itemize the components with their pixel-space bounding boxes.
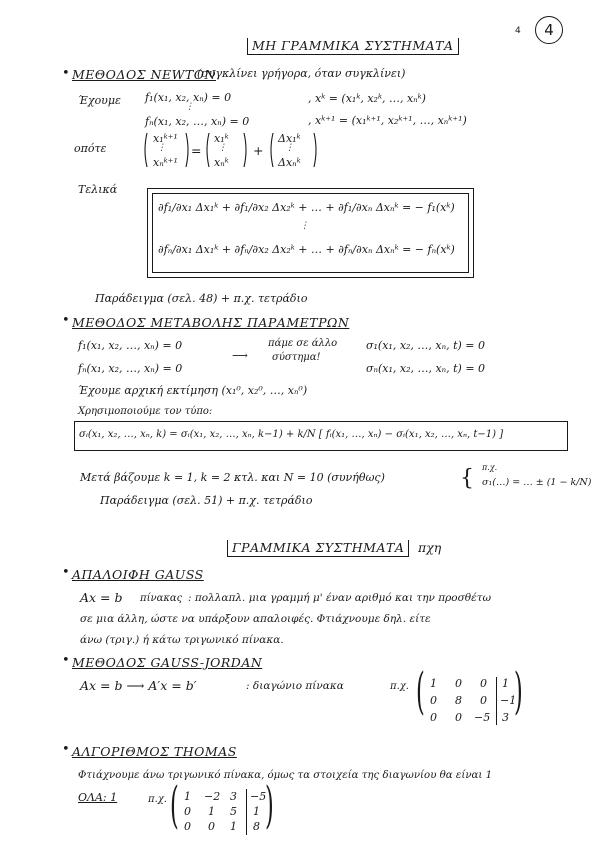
- thomas-ola: ΟΛΑ: 1: [78, 791, 118, 804]
- gj-m-0-1: 0: [455, 677, 462, 690]
- parameter-note1: πάμε σε άλλο: [268, 338, 338, 349]
- parameter-s1: σ₁(x₁, x₂, …, xₙ, t) = 0: [366, 339, 485, 352]
- vec-lhs-paren-right: [186, 133, 188, 167]
- side-formula: σ₁(…) = … ± (1 − k/N): [482, 477, 592, 488]
- vec-lhs-dots: ⋮: [157, 143, 166, 153]
- vec-rhs-paren-right: [314, 133, 316, 167]
- gj-m-0-2: 0: [480, 677, 487, 690]
- gj-m-2-0: 0: [430, 711, 437, 724]
- vec-lhs-bot: xₙᵏ⁺¹: [153, 156, 178, 169]
- gauss-jordan-px: π.χ.: [390, 681, 409, 692]
- gauss-axb: Ax = b: [80, 590, 123, 605]
- gj-matrix-left-paren: (: [416, 662, 425, 720]
- vec-mid-top: x₁ᵏ: [214, 132, 229, 145]
- vec-rhs-dots: ⋮: [285, 143, 294, 153]
- newton-xk1: , xᵏ⁺¹ = (x₁ᵏ⁺¹, x₂ᵏ⁺¹, …, xₙᵏ⁺¹): [308, 114, 467, 127]
- th-m-2-0: 0: [184, 820, 191, 833]
- vec-plus: +: [253, 143, 264, 158]
- vec-mid-paren-left: [207, 133, 209, 167]
- newton-eqn: fₙ(x₁, x₂, …, xₙ) = 0: [145, 115, 250, 128]
- gauss-text1: : πολλαπλ. μια γραμμή μ' έναν αριθμό και την προσθέτω: [188, 592, 492, 604]
- vec-rhs-paren-left: [271, 133, 273, 167]
- parameter-formula-label: Χρησιμοποιούμε τον τύπο:: [78, 406, 213, 417]
- parameter-formula: σᵢ(x₁, x₂, …, xₙ, k) = σᵢ(x₁, x₂, …, xₙ, k−1) + k/N [ fᵢ(x₁, …, xₙ) − σᵢ(x₁, x₂, …, xₙ, t−1) ]: [79, 429, 504, 440]
- newton-box-line2: ∂fₙ/∂x₁ Δx₁ᵏ + ∂fₙ/∂x₂ Δx₂ᵏ + … + ∂fₙ/∂xₙ Δxₙᵏ = − fₙ(xᵏ): [158, 243, 455, 256]
- gj-m-1-0: 0: [430, 694, 437, 707]
- thomas-matrix-left-paren: (: [170, 776, 179, 834]
- gauss-jordan-eq: Ax = b ⟶ A′x = b′: [80, 678, 197, 693]
- gj-m-2-1: 0: [455, 711, 462, 724]
- gj-rhs-0: 1: [502, 677, 509, 690]
- section-title-linear: ΓΡΑΜΜΙΚΑ ΣΥΣΤΗΜΑΤΑ: [227, 540, 409, 557]
- vec-equals: =: [191, 143, 202, 158]
- bullet-icon: •: [62, 742, 70, 757]
- newton-xk: , xᵏ = (x₁ᵏ, x₂ᵏ, …, xₙᵏ): [308, 92, 426, 105]
- newton-heading: ΜΕΘΟΔΟΣ NEWTON: [72, 67, 216, 82]
- gj-m-0-0: 1: [430, 677, 437, 690]
- section-title-nonlinear: ΜΗ ΓΡΑΜΜΙΚΑ ΣΥΣΤΗΜΑΤΑ: [247, 38, 459, 55]
- th-m-0-1: −2: [204, 790, 221, 803]
- newton-note: (συγκλίνει γρήγορα, όταν συγκλίνει): [197, 67, 406, 80]
- page-number: 4: [515, 26, 521, 36]
- gauss-pinakas: πίνακας: [140, 593, 183, 604]
- th-m-2-2: 1: [230, 820, 237, 833]
- parameter-eqn: fₙ(x₁, x₂, …, xₙ) = 0: [78, 362, 183, 375]
- thomas-text: Φτιάχνουμε άνω τριγωνικό πίνακα, όμως τα στοιχεία της διαγωνίου θα είναι 1: [78, 770, 493, 781]
- gj-m-1-1: 8: [455, 694, 462, 707]
- parameter-example: Παράδειγμα (σελ. 51) + π.χ. τετράδιο: [100, 494, 313, 507]
- th-rhs-1: 1: [253, 805, 260, 818]
- parameter-initial: Έχουμε αρχική εκτίμηση (x₁⁰, x₂⁰, …, xₙ⁰): [78, 384, 308, 397]
- gauss-text2: σε μια άλλη, ώστε να υπάρξουν απαλοιφές. Φτιάχνουμε δηλ. είτε: [80, 613, 431, 625]
- th-m-0-2: 3: [230, 790, 237, 803]
- vec-lhs-paren-left: [145, 133, 147, 167]
- gj-m-1-2: 0: [480, 694, 487, 707]
- newton-box-line1: ∂f₁/∂x₁ Δx₁ᵏ + ∂f₁/∂x₂ Δx₂ᵏ + … + ∂f₁/∂xₙ Δxₙᵏ = − f₁(xᵏ): [158, 201, 455, 214]
- th-m-2-1: 0: [208, 820, 215, 833]
- newton-example: Παράδειγμα (σελ. 48) + π.χ. τετράδιο: [95, 292, 308, 305]
- gj-rhs-1: −1: [500, 694, 517, 707]
- newton-exoume: Έχουμε: [78, 94, 121, 107]
- bullet-icon: •: [62, 66, 70, 81]
- vec-mid-dots: ⋮: [218, 143, 227, 153]
- thomas-heading: ΑΛΓΟΡΙΘΜΟΣ THOMAS: [72, 744, 237, 759]
- parameter-then: Μετά βάζουμε k = 1, k = 2 κτλ. και N = 10 (συνήθως): [80, 471, 385, 484]
- parameter-eq1: f₁(x₁, x₂, …, xₙ) = 0: [78, 339, 183, 352]
- parameter-arrow: ⟶: [232, 349, 248, 362]
- th-m-0-0: 1: [184, 790, 191, 803]
- th-m-1-1: 1: [208, 805, 215, 818]
- gj-m-2-2: −5: [474, 711, 491, 724]
- gj-matrix-right-paren: ): [514, 662, 523, 720]
- bullet-icon: •: [62, 313, 70, 328]
- newton-telika: Τελικά: [78, 183, 118, 196]
- newton-opote: οπότε: [74, 142, 107, 155]
- thomas-matrix-right-paren: ): [265, 776, 274, 834]
- gauss-text3: άνω (τριγ.) ή κάτω τριγωνικό πίνακα.: [80, 634, 284, 646]
- vec-rhs-top: Δx₁ᵏ: [278, 132, 301, 145]
- th-m-1-2: 5: [230, 805, 237, 818]
- bullet-icon: •: [62, 653, 70, 668]
- circled-page-number: 4: [535, 16, 563, 44]
- parameter-heading: ΜΕΘΟΔΟΣ ΜΕΤΑΒΟΛΗΣ ΠΑΡΑΜΕΤΡΩΝ: [72, 315, 350, 330]
- gauss-heading: ΑΠΑΛΟΙΦΗ GAUSS: [72, 567, 204, 582]
- vec-rhs-bot: Δxₙᵏ: [278, 156, 301, 169]
- gauss-jordan-heading: ΜΕΘΟΔΟΣ GAUSS-JORDAN: [72, 655, 263, 670]
- bullet-icon: •: [62, 565, 70, 580]
- section-title-linear-suffix: πχη: [418, 540, 442, 555]
- side-px: π.χ.: [482, 463, 498, 472]
- th-rhs-2: 8: [253, 820, 260, 833]
- parameter-sn: σₙ(x₁, x₂, …, xₙ, t) = 0: [366, 362, 486, 375]
- th-rhs-0: −5: [250, 790, 267, 803]
- th-m-1-0: 0: [184, 805, 191, 818]
- newton-eq-dots: ⋮: [185, 102, 194, 112]
- vec-lhs-top: x₁ᵏ⁺¹: [153, 132, 178, 145]
- newton-box-dots: ⋮: [300, 221, 309, 231]
- side-brace: {: [460, 466, 474, 491]
- gj-rhs-2: 3: [502, 711, 509, 724]
- newton-eq1: f₁(x₁, x₂, xₙ) = 0: [145, 91, 232, 104]
- vec-mid-bot: xₙᵏ: [214, 156, 229, 169]
- parameter-note2: σύστημα!: [272, 352, 321, 363]
- thomas-px: π.χ.: [148, 794, 167, 805]
- gauss-jordan-text: : διαγώνιο πίνακα: [246, 680, 344, 692]
- vec-mid-paren-right: [244, 133, 246, 167]
